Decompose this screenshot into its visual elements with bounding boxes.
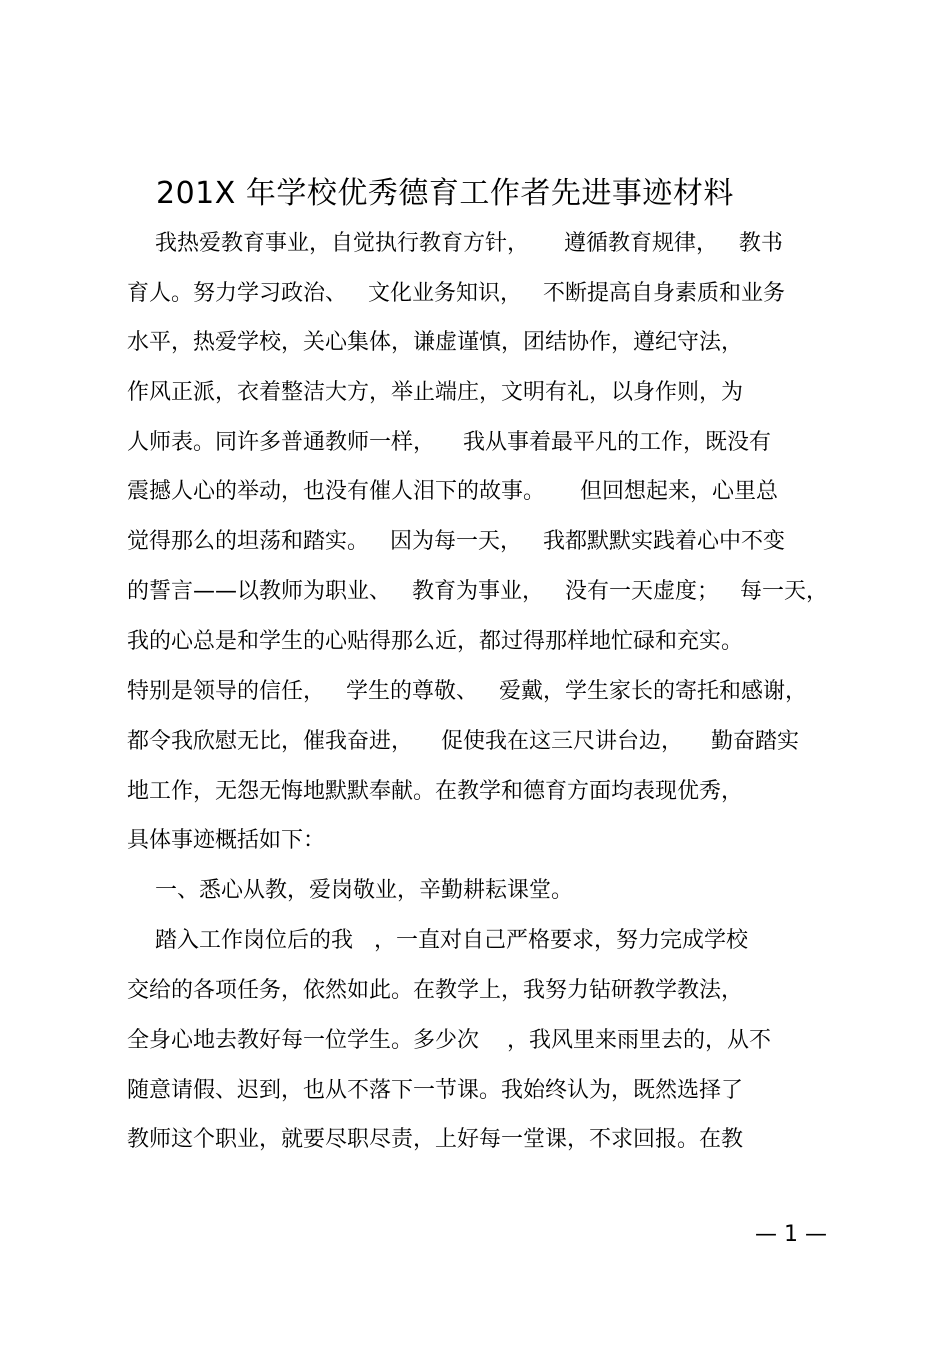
body-line: 具体事迹概括如下： xyxy=(127,828,326,853)
body-line: 的誓言——以教师为职业、 教育为事业， 没有一天虚度； 每一天， xyxy=(127,579,828,604)
body-line: 地工作，无怨无悔地默默奉献。在教学和德育方面均表现优秀， xyxy=(127,779,744,804)
body-line: 人师表。同许多普通教师一样， 我从事着最平凡的工作，既没有 xyxy=(127,430,771,455)
page-number: — 1 — xyxy=(755,1222,827,1247)
body-line: 踏入工作岗位后的我 ，一直对自己严格要求，努力完成学校 xyxy=(127,928,748,953)
body-line: 我的心总是和学生的心贴得那么近，都过得那样地忙碌和充实。 xyxy=(127,629,744,654)
body-line: 全身心地去教好每一位学生。多少次 ，我风里来雨里去的，从不 xyxy=(127,1028,771,1053)
document-title: 201X 年学校优秀德育工作者先进事迹材料 xyxy=(156,176,734,211)
body-line: 水平，热爱学校，关心集体，谦虚谨慎，团结协作，遵纪守法， xyxy=(127,330,744,355)
body-line: 教师这个职业，就要尽职尽责，上好每一堂课，不求回报。在教 xyxy=(127,1127,744,1152)
body-line: 都令我欣慰无比，催我奋进， 促使我在这三尺讲台边， 勤奋踏实 xyxy=(127,729,799,754)
body-line: 育人。努力学习政治、 文化业务知识， 不断提高自身素质和业务 xyxy=(127,281,785,306)
body-line: 作风正派，衣着整洁大方，举止端庄，文明有礼，以身作则，为 xyxy=(127,380,744,405)
body-line: 随意请假、迟到，也从不落下一节课。我始终认为，既然选择了 xyxy=(127,1078,744,1103)
section-heading: 一、悉心从教，爱岗敬业，辛勤耕耘课堂。 xyxy=(127,878,573,903)
body-line: 震撼人心的举动，也没有催人泪下的故事。 但回想起来，心里总 xyxy=(127,479,778,504)
body-line: 我热爱教育事业，自觉执行教育方针， 遵循教育规律， 教书 xyxy=(127,231,783,256)
body-line: 觉得那么的坦荡和踏实。 因为每一天， 我都默默实践着心中不变 xyxy=(127,529,785,554)
body-line: 特别是领导的信任， 学生的尊敬、 爱戴，学生家长的寄托和感谢， xyxy=(127,679,807,704)
body-line: 交给的各项任务，依然如此。在教学上，我努力钻研教学教法， xyxy=(127,978,744,1003)
